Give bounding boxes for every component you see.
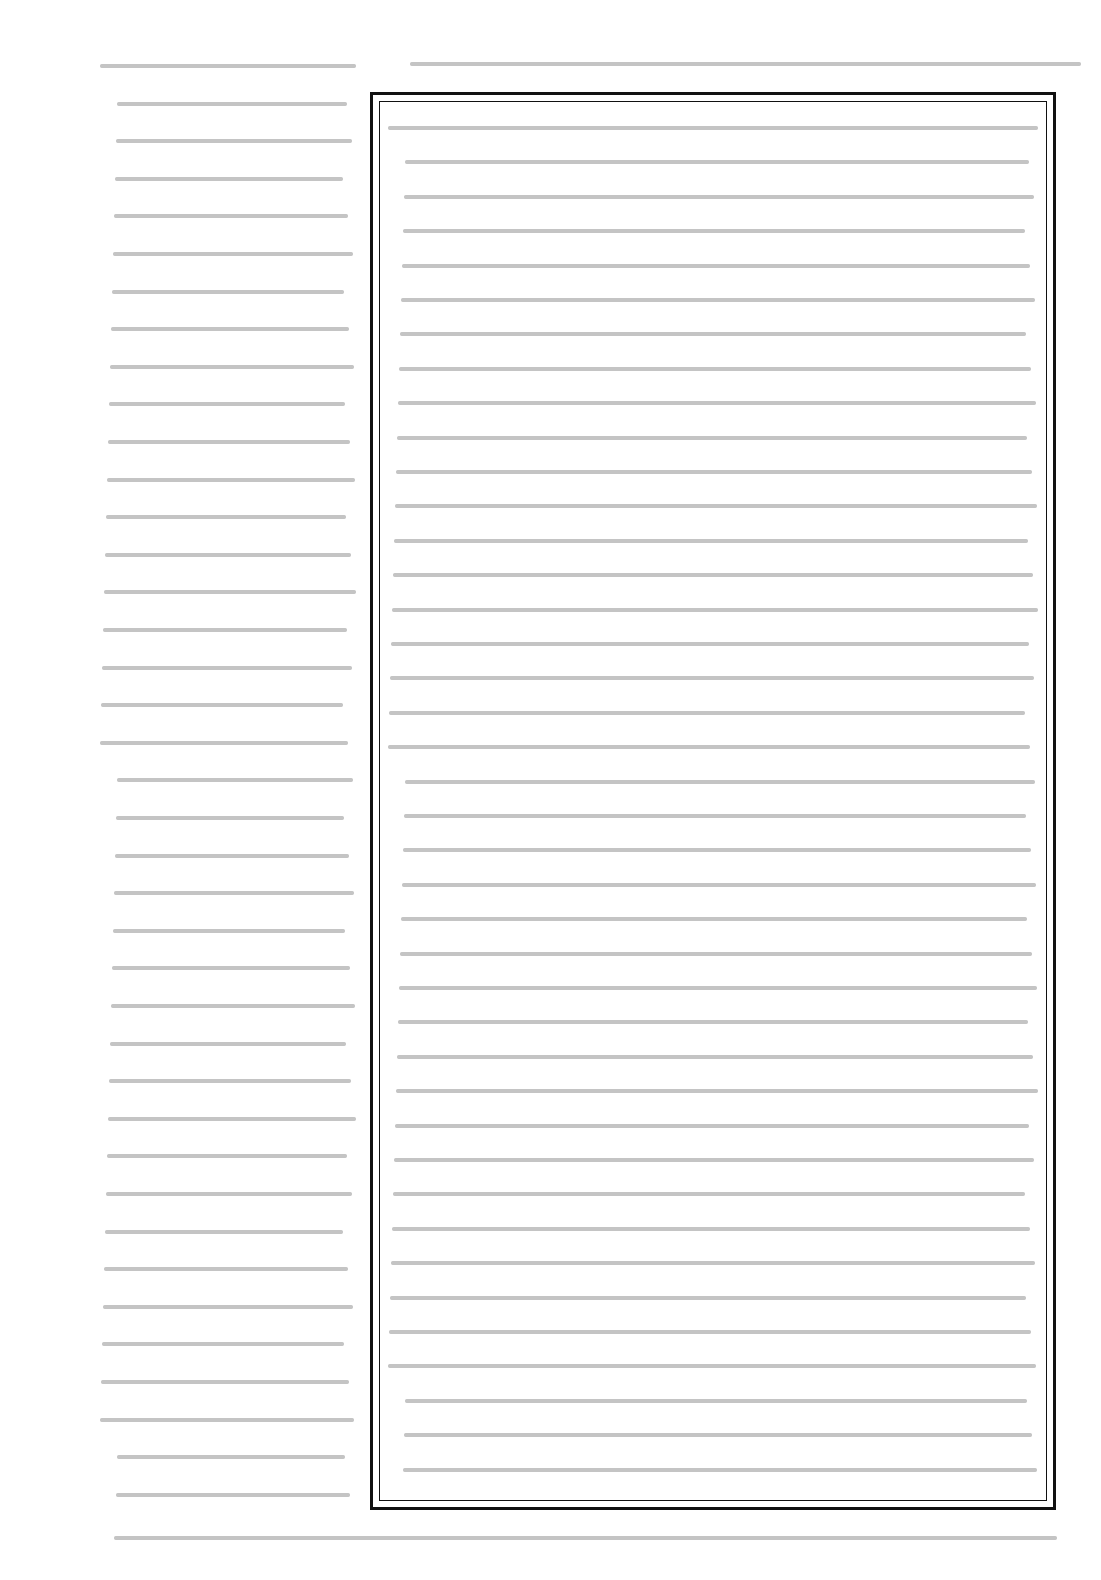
main-script-line	[395, 504, 1037, 508]
margin-script-line	[111, 327, 349, 331]
margin-script-line	[105, 1230, 343, 1234]
main-script-line	[401, 298, 1035, 302]
main-script-line	[391, 1261, 1035, 1265]
margin-script-line	[100, 64, 356, 68]
footer-script-lines	[110, 1516, 1061, 1556]
margin-script-line	[112, 290, 344, 294]
main-script-line	[399, 986, 1037, 990]
main-script-line	[390, 1296, 1026, 1300]
main-script-line	[395, 1124, 1029, 1128]
main-script-lines	[380, 102, 1046, 1500]
main-script-line	[405, 160, 1029, 164]
main-script-line	[389, 711, 1025, 715]
margin-script-line	[107, 1154, 347, 1158]
margin-script-line	[115, 854, 349, 858]
margin-script-line	[101, 1380, 349, 1384]
margin-script-line	[116, 816, 344, 820]
main-script-line	[398, 401, 1036, 405]
margin-script-line	[117, 1455, 345, 1459]
main-script-line	[405, 780, 1035, 784]
margin-script-line	[114, 891, 354, 895]
margin-script-line	[102, 1342, 344, 1346]
main-script-line	[399, 367, 1031, 371]
margin-script-lines	[96, 40, 360, 1510]
margin-script-line	[106, 515, 346, 519]
margin-script-line	[102, 666, 352, 670]
margin-script-line	[110, 1042, 346, 1046]
main-script-line	[396, 470, 1032, 474]
margin-script-line	[103, 628, 347, 632]
margin-script-line	[108, 1117, 356, 1121]
main-script-line	[404, 1433, 1032, 1437]
main-script-line	[404, 814, 1026, 818]
main-script-line	[394, 1158, 1034, 1162]
margin-script-line	[110, 365, 354, 369]
main-script-line	[402, 264, 1030, 268]
margin-script-line	[114, 214, 348, 218]
margin-script-line	[109, 1079, 351, 1083]
main-script-line	[405, 1399, 1027, 1403]
main-script-line	[404, 195, 1034, 199]
header-script-line	[410, 62, 1081, 66]
main-script-line	[403, 229, 1025, 233]
margin-script-line	[104, 1267, 348, 1271]
main-script-line	[391, 642, 1029, 646]
main-script-line	[401, 917, 1027, 921]
margin-script-line	[109, 402, 345, 406]
margin-script-line	[116, 139, 352, 143]
main-script-line	[392, 608, 1038, 612]
main-script-line	[388, 126, 1038, 130]
main-script-line	[402, 883, 1036, 887]
margin-commentary	[96, 40, 360, 1510]
margin-script-line	[103, 1305, 353, 1309]
margin-script-line	[113, 252, 353, 256]
page-number	[392, 42, 502, 82]
main-script-line	[398, 1020, 1028, 1024]
main-script-line	[397, 436, 1027, 440]
main-script-line	[388, 745, 1030, 749]
main-text-inner-border	[379, 101, 1047, 1501]
margin-script-line	[117, 102, 347, 106]
margin-script-line	[105, 553, 351, 557]
main-script-line	[400, 952, 1032, 956]
footer-line	[110, 1516, 1061, 1556]
margin-script-line	[106, 1192, 352, 1196]
margin-script-line	[116, 1493, 350, 1497]
main-script-line	[400, 332, 1026, 336]
main-script-line	[403, 848, 1031, 852]
margin-script-line	[112, 966, 350, 970]
main-script-line	[389, 1330, 1031, 1334]
main-script-line	[390, 676, 1034, 680]
margin-script-line	[115, 177, 343, 181]
margin-script-line	[107, 478, 355, 482]
margin-script-line	[100, 741, 348, 745]
main-script-line	[394, 539, 1028, 543]
margin-script-line	[117, 778, 353, 782]
main-script-line	[388, 1364, 1036, 1368]
main-script-line	[393, 573, 1033, 577]
margin-script-line	[101, 703, 343, 707]
margin-script-line	[100, 1418, 354, 1422]
main-script-line	[392, 1227, 1030, 1231]
margin-script-line	[104, 590, 356, 594]
main-script-line	[393, 1192, 1025, 1196]
main-script-line	[396, 1089, 1038, 1093]
margin-script-line	[108, 440, 350, 444]
main-text-frame	[370, 92, 1056, 1510]
footer-script-line	[114, 1536, 1057, 1540]
margin-script-line	[111, 1004, 355, 1008]
main-script-line	[403, 1468, 1037, 1472]
main-script-line	[397, 1055, 1033, 1059]
margin-script-line	[113, 929, 345, 933]
